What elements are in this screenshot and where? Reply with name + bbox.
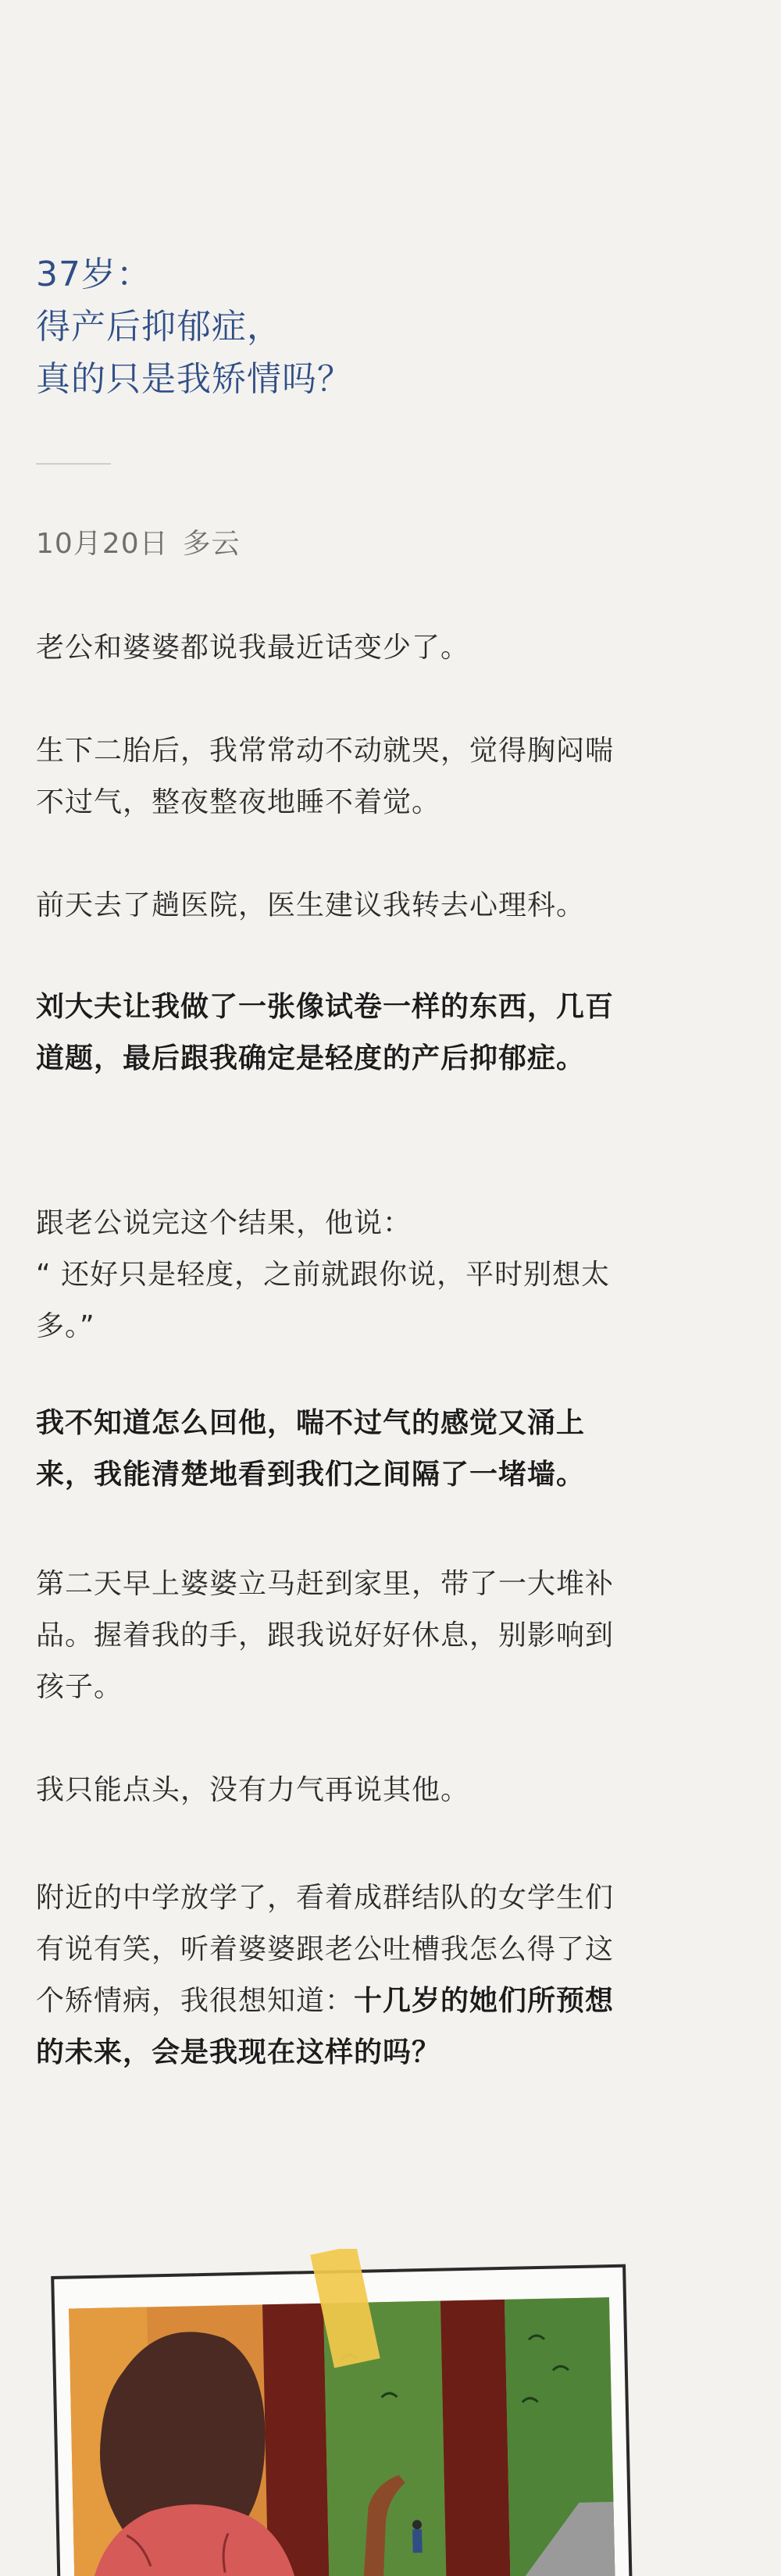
date-text: 10月20日 — [36, 528, 169, 560]
title-line-1: 37岁： — [36, 255, 152, 294]
paragraph-8: 我只能点头，没有力气再说其他。 — [36, 1774, 470, 1806]
paragraph-2: 生下二胎后，我常常动不动就哭，觉得胸闷喘不过气，整夜整夜地睡不着觉。 — [36, 735, 615, 818]
paragraph-5b: “ 还好只是轻度，之前就跟你说，平时别想太多。” — [36, 1259, 611, 1342]
illustration-photo — [31, 2249, 750, 2576]
paragraph-9-normal: 附近的中学放学了，看着成群结队的女学生们有说有笑，听着婆婆跟老公吐槽我怎么得了这个矫情病，我很想知道： — [36, 1882, 615, 2017]
title-line-2: 得产后抑郁症， — [36, 307, 282, 347]
small-figure — [412, 2529, 423, 2553]
paragraph-3: 前天去了趟医院，医生建议我转去心理科。 — [36, 889, 586, 921]
paragraph-7: 第二天早上婆婆立马赶到家里，带了一大堆补品。握着我的手，跟我说好好休息，别影响到孩子。 — [36, 1568, 615, 1703]
title-divider — [36, 463, 111, 465]
wall-stripe-2 — [440, 2300, 511, 2576]
paragraph-9 — [36, 1872, 629, 2079]
paragraph-6: 我不知道怎么回他，喘不过气的感觉又涌上来，我能清楚地看到我们之间隔了一堵墙。 — [36, 1407, 586, 1491]
date-weather-line — [36, 522, 241, 561]
title-line-3: 真的只是我矫情吗？ — [36, 359, 352, 399]
paragraph-1: 老公和婆婆都说我最近话变少了。 — [36, 632, 470, 664]
article-title — [36, 248, 352, 405]
paragraph-5a: 跟老公说完这个结果，他说： — [36, 1207, 412, 1239]
illustration-svg — [31, 2249, 750, 2576]
paragraph-9-bold: 十几岁的她们所预想的未来，会是我现在这样的吗？ — [36, 1985, 615, 2068]
paragraph-4: 刘大夫让我做了一张像试卷一样的东西，几百道题，最后跟我确定是轻度的产后抑郁症。 — [36, 991, 615, 1074]
weather-text: 多云 — [182, 528, 241, 560]
